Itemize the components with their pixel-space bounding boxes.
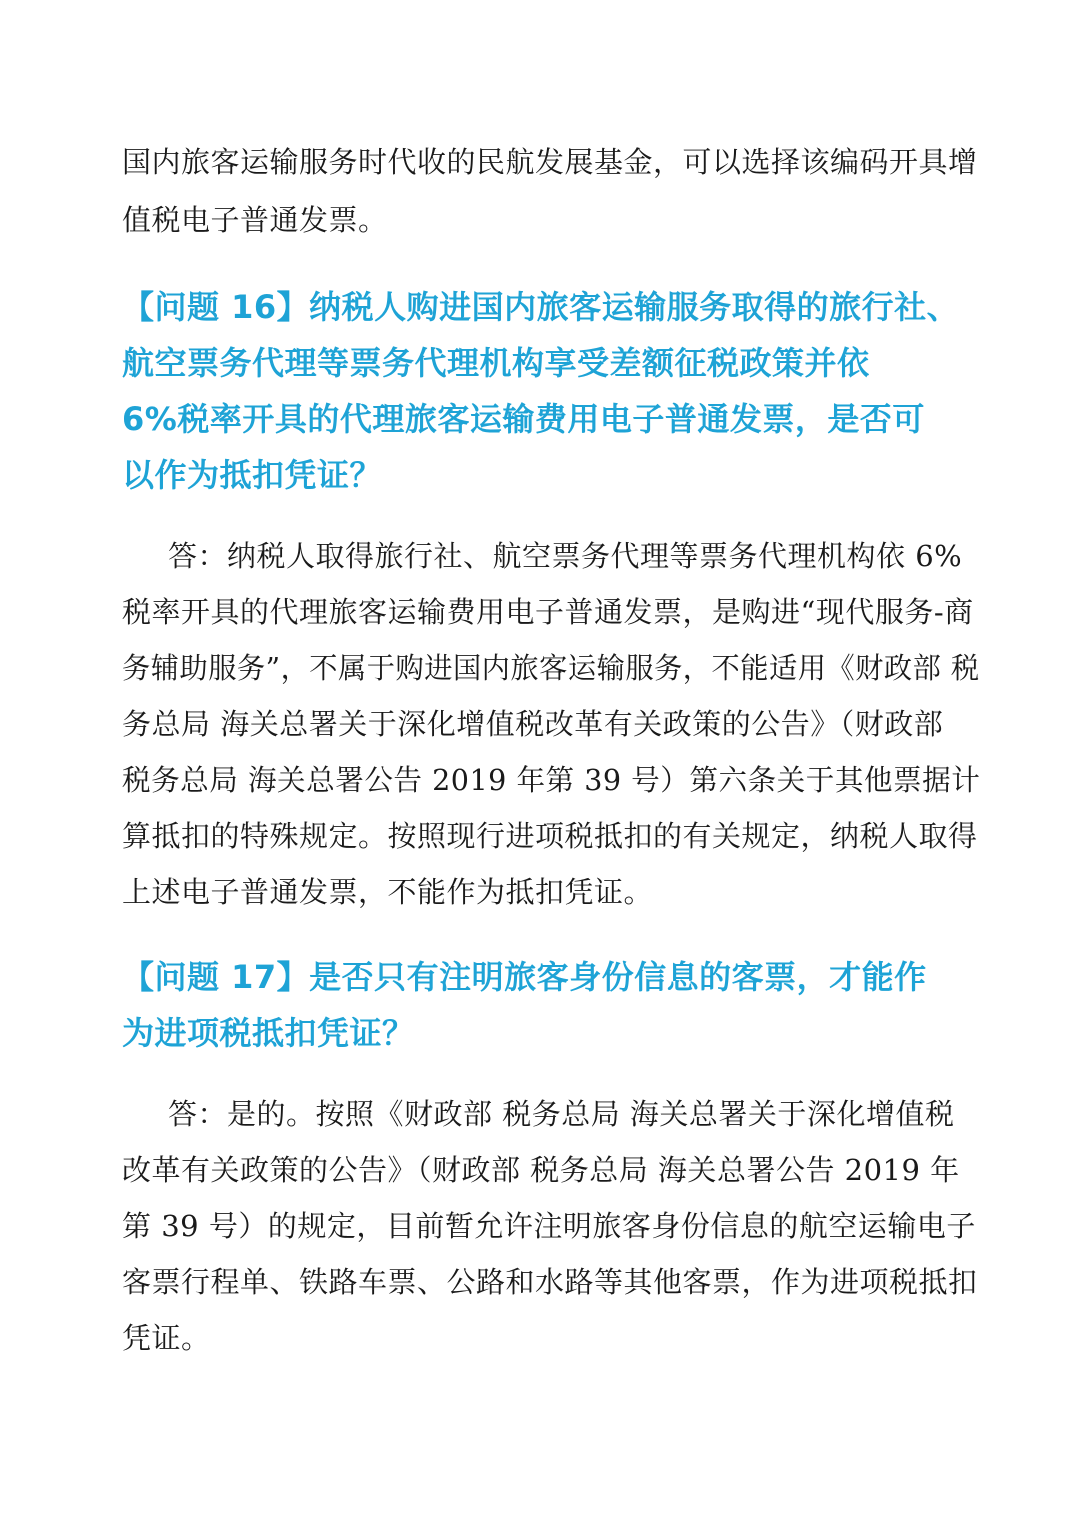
question-16-heading-line: 6%税率开具的代理旅客运输费用电子普通发票，是否可 [122, 400, 925, 438]
answer-16-line: 务总局 海关总署关于深化增值税改革有关政策的公告》（财政部 [122, 707, 944, 741]
answer-16-line: 税率开具的代理旅客运输费用电子普通发票，是购进“现代服务-商 [122, 595, 974, 629]
question-16-heading-line: 【问题 16】纳税人购进国内旅客运输服务取得的旅行社、 [122, 288, 960, 326]
answer-17-line: 凭证。 [122, 1321, 211, 1355]
answer-16-line: 上述电子普通发票，不能作为抵扣凭证。 [122, 875, 654, 909]
question-16-heading-line: 航空票务代理等票务代理机构享受差额征税政策并依 [122, 344, 870, 382]
question-17-heading-line: 【问题 17】是否只有注明旅客身份信息的客票，才能作 [122, 958, 927, 996]
answer-16-line: 答：纳税人取得旅行社、航空票务代理等票务代理机构依 6% [168, 539, 963, 573]
intro-line: 国内旅客运输服务时代收的民航发展基金，可以选择该编码开具增 [122, 145, 978, 179]
question-16-heading-line: 以作为抵扣凭证？ [122, 456, 383, 494]
answer-17-line: 改革有关政策的公告》（财政部 税务总局 海关总署公告 2019 年 [122, 1153, 960, 1187]
answer-16-line: 税务总局 海关总署公告 2019 年第 39 号）第六条关于其他票据计 [122, 763, 981, 797]
intro-line: 值税电子普通发票。 [122, 203, 388, 237]
answer-16-line: 算抵扣的特殊规定。按照现行进项税抵扣的有关规定，纳税人取得 [122, 819, 978, 853]
answer-17-line: 客票行程单、铁路车票、公路和水路等其他客票，作为进项税抵扣 [122, 1265, 978, 1299]
answer-16-line: 务辅助服务”，不属于购进国内旅客运输服务，不能适用《财政部 税 [122, 651, 980, 685]
question-17-heading-line: 为进项税抵扣凭证？ [122, 1014, 415, 1052]
answer-17-line: 第 39 号）的规定，目前暂允许注明旅客身份信息的航空运输电子 [122, 1209, 976, 1243]
answer-17-line: 答：是的。按照《财政部 税务总局 海关总署关于深化增值税 [168, 1097, 955, 1131]
